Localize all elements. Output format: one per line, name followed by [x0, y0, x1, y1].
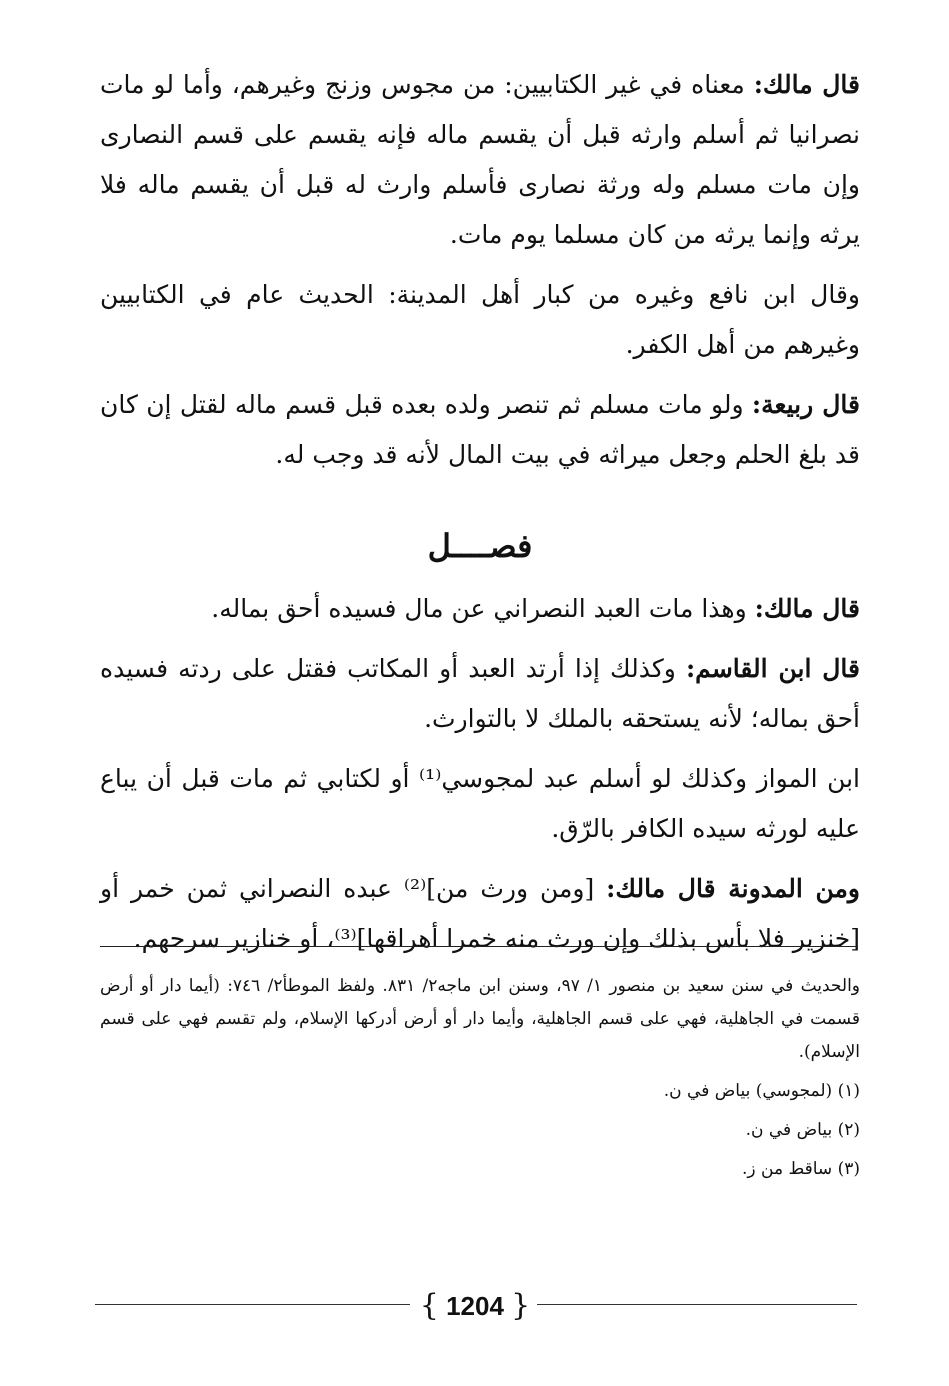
footnote-separator: [100, 946, 858, 947]
bracket-right: }: [511, 1288, 531, 1323]
page-footer: [95, 1286, 857, 1326]
paragraph-lead: ومن المدونة قال مالك:: [606, 874, 861, 903]
page-body: [100, 60, 860, 1360]
paragraph-2: [100, 270, 860, 370]
paragraph-text: ابن المواز وكذلك لو أسلم عبد لمجوسي⁽¹⁾ أو لكتابي ثم مات قبل أن يباع عليه لورثه سيده الكافر بالرّق.: [100, 764, 860, 843]
footnote-3: (٣) ساقط من ز.: [742, 1159, 860, 1179]
footer-rule-right: [537, 1304, 857, 1305]
footnote-continuation: والحديث في سنن سعيد بن منصور ١/ ٩٧، وسنن ابن ماجه٢/ ٨٣١. ولفظ الموطأ٢/ ٧٤٦: (أيما دار أو أرض قسمت في الجاهلية، فهي على قسم الجاهلية، وأيما دار أو أرض أدركها الإسلام، ولم تقسم فهي على قسم الإسلام).: [100, 976, 861, 1062]
section-paragraph-3: [100, 754, 860, 854]
page-number: 1204: [446, 1291, 504, 1321]
paragraph-lead: قال ابن القاسم:: [685, 654, 860, 683]
paragraph-3: [100, 380, 860, 480]
bracket-left: {: [419, 1288, 439, 1323]
paragraph-text: [ومن ورث من]⁽²⁾ عبده النصراني ثمن خمر أو [خنزير فلا بأس بذلك وإن ورث منه خمرا أهراقها]⁽³⁾، أو خنازير سرحهم.: [100, 874, 860, 953]
footer-rule-left: [95, 1304, 410, 1305]
section-paragraph-2: [100, 644, 860, 744]
paragraph-1: [100, 60, 860, 260]
paragraph-text: معناه في غير الكتابيين: من مجوس وزنج وغيرهم، وأما لو مات نصرانيا ثم أسلم وارثه قبل أن يقسم ماله فإنه يقسم على قسم النصارى وإن مات مسلم وله ورثة نصارى فأسلم وارث له قبل أن يقسم ماله فلا يرثه وإنما يرثه من كان مسلما يوم مات.: [100, 70, 860, 249]
paragraph-text: وهذا مات العبد النصراني عن مال فسيده أحق بماله.: [211, 594, 755, 623]
paragraph-lead: قال ربيعة:: [751, 390, 860, 419]
paragraph-text: وكذلك إذا أرتد العبد أو المكاتب فقتل على ردته فسيده أحق بماله؛ لأنه يستحقه بالملك لا بالتوارث.: [100, 654, 860, 733]
footnotes: [100, 970, 860, 1186]
page-number-box: [413, 1286, 537, 1326]
paragraph-text: وقال ابن نافع وغيره من كبار أهل المدينة: الحديث عام في الكتابيين وغيرهم من أهل الكفر.: [100, 280, 860, 359]
footnote-1: (١) (لمجوسي) بياض في ن.: [663, 1081, 860, 1101]
section-paragraph-4: [100, 864, 860, 964]
footnote-2: (٢) بياض في ن.: [745, 1120, 860, 1140]
paragraph-text: ولو مات مسلم ثم تنصر ولده بعده قبل قسم ماله لقتل إن كان قد بلغ الحلم وجعل ميراثه في بيت المال لأنه قد وجب له.: [100, 390, 860, 469]
section-title: فصــــل: [427, 527, 533, 565]
paragraph-lead: قال مالك:: [753, 70, 860, 99]
paragraph-lead: قال مالك:: [754, 594, 860, 623]
section-paragraph-1: [100, 584, 860, 634]
